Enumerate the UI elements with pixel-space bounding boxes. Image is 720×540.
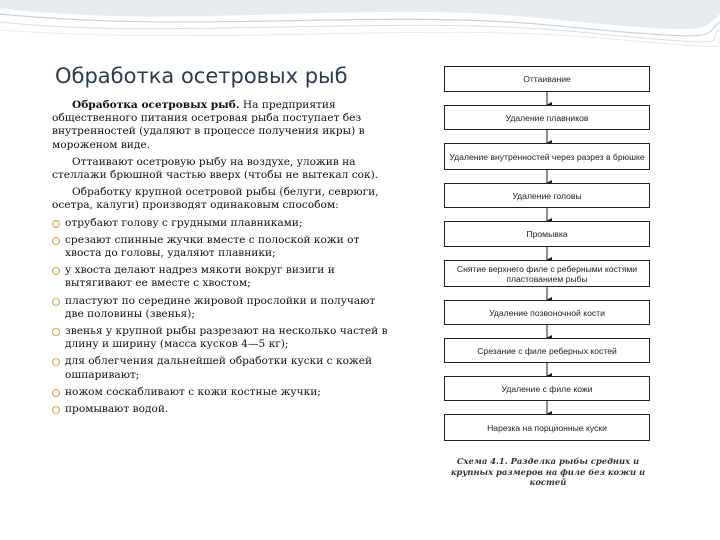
flow-step-head-removal: Удаление головы — [444, 183, 650, 208]
method-paragraph: Обработку крупной осетровой рыбы (белуги, севрюги, осетра, калуги) производят одинаковым способом: — [52, 186, 379, 212]
intro-paragraph — [52, 99, 392, 152]
bullet-icon — [52, 220, 60, 228]
list-item: отрубают голову с грудными плавниками; — [52, 217, 392, 230]
flow-step-fin-removal: Удаление плавников — [444, 105, 650, 130]
flow-step-portioning: Нарезка на порционные куски — [444, 414, 650, 441]
flowchart-caption: Схема 4.1. Разделка рыбы средних и крупных размеров на филе без кожи и костей — [450, 456, 646, 487]
list-item: для облегчения дальнейшей обработки куски с кожей ошпаривают; — [52, 355, 392, 381]
thaw-paragraph: Оттаивают осетровую рыбу на воздухе, уложив на стеллажи брюшной частью вверх (чтобы не вытекал сок). — [52, 155, 379, 182]
list-item: у хвоста делают надрез мякоти вокруг визиги и вытягивают ее вместе с хвостом; — [52, 264, 392, 290]
flow-step-thawing: Оттаивание — [444, 66, 650, 92]
bullet-icon — [52, 358, 60, 366]
body-text — [52, 99, 392, 420]
bullet-icon — [52, 267, 60, 275]
bullet-icon — [52, 328, 60, 336]
flow-step-spine-removal: Удаление позвоночной кости — [444, 300, 650, 325]
bullet-icon — [52, 237, 60, 245]
bullet-icon — [52, 406, 60, 414]
intro-rest: На предприятия общественного питания осетровая рыба поступает без внутренностей (удаляют в процессе получения икры) в мороженом виде. — [52, 99, 365, 151]
flow-step-rib-removal: Срезание с филе реберных костей — [444, 338, 650, 363]
flow-step-rinsing: Промывка — [444, 221, 650, 247]
list-item: звенья у крупной рыбы разрезают на несколько частей в длину и ширину (масса кусков 4—5 кг); — [52, 325, 392, 351]
list-item: ножом соскабливают с кожи костные жучки; — [52, 386, 392, 399]
list-item: промывают водой. — [52, 403, 392, 416]
flow-step-top-fillet: Снятие верхнего филе с реберными костями пластованием рыбы — [444, 260, 650, 287]
processing-steps-list — [52, 217, 392, 417]
bullet-icon — [52, 389, 60, 397]
process-flowchart — [444, 66, 652, 446]
flow-step-gutting: Удаление внутренностей через разрез в брюшке — [444, 143, 650, 170]
intro-bold: Обработка осетровых рыб. — [72, 99, 240, 111]
list-item: пластуют по середине жировой прослойки и получают две половины (звенья); — [52, 295, 392, 321]
bullet-icon — [52, 298, 60, 306]
list-item: срезают спинные жучки вместе с полоской кожи от хвоста до головы, удаляют плавники; — [52, 234, 392, 260]
decorative-wave-header — [0, 0, 720, 60]
slide-title: Обработка осетровых рыб — [55, 64, 348, 88]
flow-step-skin-removal: Удаление с филе кожи — [444, 376, 650, 401]
